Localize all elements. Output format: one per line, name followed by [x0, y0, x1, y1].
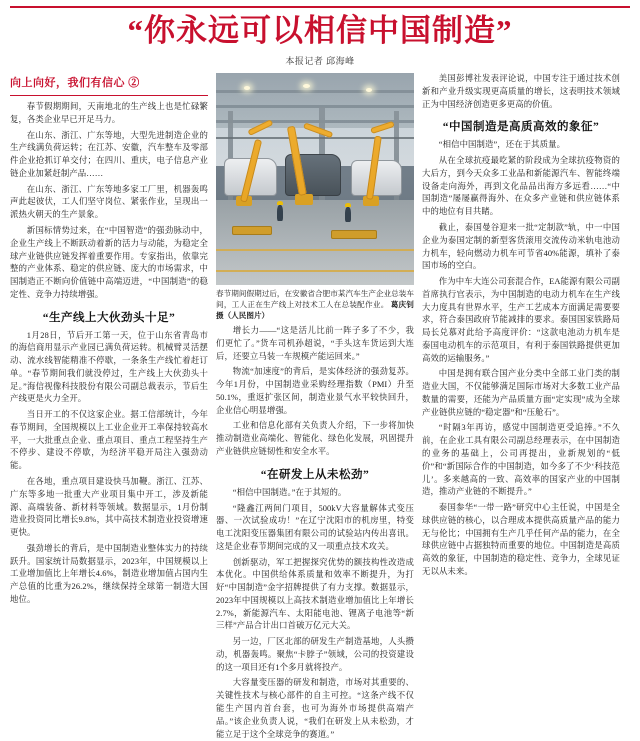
column-right: [422, 73, 620, 638]
paragraph: “时隔3年再访，感觉中国制造更受追捧。”不久前，在企业工具有限公司副总经理表示，在中国制造的业务的基础上，公司再提出，业新规划的“低价”和“新国际合作的中国制造，如今多了不少‘科技范儿’。多来越高的一致、高效率的国家产业的中国制造，推动产业链的不断提升。”: [422, 423, 620, 497]
paragraph: 从在全球抗疫最吃紧的阶段成为全球抗疫物资的大后方，到今天众多工业品和新能源汽车、智能终端设备走向海外，再到文化品品出海方多远看……“中国制造”屡屡赢得海外、在众多产业链和供应链体系中的地位有目共睹。: [422, 156, 620, 217]
paragraph: “相信中国制造。”在于其短的。: [232, 487, 347, 497]
series-tag: 向上向好，我们有信心 ②: [10, 77, 140, 90]
section-subhead: “中国制造是高质高效的象征”: [442, 121, 600, 134]
paragraph: 新国标情势过来，在“中国智造”的强劲脉动中，企业生产线上不断跃动着新的活力与动能，为稳定全球产业链供应链发挥着重要作用。专家指出，依靠完整的产业体系、稳定的供应链、庞大的市场需求，中国制造正不断向价值链中高端迈进，“中国制造”的稳定性、竞争力持续增强。: [10, 225, 208, 299]
paragraph: 1月28日，节后开工第一天，位于山东省青岛市的海信商用显示产业园已满负荷运转。机械臂灵活摆动、流水线智能精准不停歇，一条条生产线忙着赶订单。“春节期间我们就没停过，生产线上大伙劲头十足。”海信视像科技股份有限公司副总裁表示，节后生产线更是火力全开。: [10, 330, 208, 404]
paragraph: 强劲增长的背后，是中国制造业整体实力的持续跃升。国家统计局数据显示，2023年，中国规模以上工业增加值比上年增长4.6%，制造业增加值占国内生产总值的比重为26.2%，继续保持全球第一制造大国地位。: [10, 543, 208, 604]
top-rule: [10, 6, 630, 8]
caption-text: 春节期间假期过后，在安徽省合肥市某汽车生产企业总装车间，工人正在生产线上对技术工人在总装配作业。: [216, 289, 414, 310]
factory-photo: [216, 73, 414, 285]
column-middle: [216, 73, 414, 739]
paragraph: 另一边，厂区北部的研发生产制造基地，人头攒动，机器轰鸣。聚焦“卡脖子”领域，公司的投资建设的这一项目还有1个多月就将投产。: [216, 637, 414, 672]
paragraph: 美国彭博社发表评论说，中国专注于通过技术创新和产业升级实现更高质量的增长，这表明技术领域正为中国经济创造更多更高的价值。: [422, 74, 620, 109]
paragraph: 在山东、浙江、广东等地，大型先进制造企业的生产线满负荷运转；在江苏、安徽，汽车整车及零部件企业抢抓订单交付；在四川、重庆，电子信息产业链企业加紧赶制产品……: [10, 130, 208, 178]
paragraph: 截止，泰国曼谷迎来一批“定制款”轨，中一中国企业为泰国定制的新型客货滚用交流传动米轨电池动力机车，轻向燃动力机车可节省40%能源，填补了泰国市场的空白。: [422, 222, 620, 271]
section-subhead: “在研发上从未松劲”: [260, 468, 370, 481]
paragraph: 在山东、浙江、广东等地多家工厂里，机器轰鸣声此起彼伏，工人们坚守岗位、紧张作业，呈现出一派热火朝天的生产景象。: [10, 184, 208, 220]
paragraph: 物流“加速度”的背后，是实体经济的强劲复苏。今年1月份，中国制造业采购经理指数（PMI）升至50.1%，重返扩张区间，制造业景气水平较快回升，企业信心明显增强。: [216, 367, 414, 415]
page-title: “你永远可以相信中国制造”: [127, 13, 513, 48]
paragraph: 增长力——“这是活儿比前一阵子多了不少，我们更忙了。”货车司机孙超说，“手头这车货运到大连后，还要立马装一车规模产能运回来。”: [216, 326, 414, 361]
photo-credit: 葛庆钊摄（人民图片）: [216, 300, 414, 321]
photo-figure: [216, 73, 414, 321]
article-columns: [10, 73, 630, 739]
column-left: [10, 73, 208, 638]
paragraph: “隆鑫江两间门项目，500kV大容量解体式变压器、一次试验成功！”在辽宁沈阳市的机房里，特变电工沈阳变压器集团有限公司的试验站内传出喜讯。这是企业春节期间完成的又一项重点技术攻关。: [216, 503, 414, 551]
paragraph: 泰国参华“一带一路”研究中心主任说，中国是全球供应链的核心，以合理成本提供高质量产品的能力无与伦比；中国拥有生产几乎任何产品的能力，在全球供应链中占据独特而重要的地位。中国制造是高质高效的象征，中国制造的稳定性、竞争力，全球见证无以从未来。: [422, 503, 620, 576]
photo-caption: [216, 288, 414, 321]
paragraph: 作为中车大连公司套混合作，EA能源有限公司副首席执行官表示，为中国制造的电动力机车在生产线大力度具有世界水平，生产工艺成本方面满足需要要求，符合泰国政府节能减排的要求。泰国国家铁路局局长兑慕对此给予高度评价：“这款电池动力机车是泰国电动机车的示范项目，有利于泰国铁路提供更加高效的运输服务。”: [422, 277, 620, 363]
paragraph: 工业和信息化部有关负责人介绍，下一步将加快推动制造业高端化、智能化、绿色化发展，巩固提升产业链供应链韧性和安全水平。: [216, 421, 414, 456]
paragraph: 大容量变压器的研发和制造，市场对其重要的、关键性技术与核心部件的自主可控。“这条产线不仅能生产国内首台套，也可为海外市场提供高端产品。”该企业负责人说，“我们在研发上从未松劲，才能立足于这个全球竞争的赛道。”: [216, 678, 414, 739]
paragraph: 中国是拥有联合国产业分类中全部工业门类的制造业大国，不仅能够满足国际市场对大多数工业产品数量的需要，还能为产品质量方面“定实现”成为全球产业链供应链的“稳定器”和“压舱石”。: [422, 369, 620, 417]
paragraph: 创新驱动，军工把握探究优势的额技构性改造成本优化。中国供给体系质量和效率不断提升，为打好“中国制造”金字招牌提供了有力支撑。数据显示，2023年中国规模以上高技术制造业增加值比上年增长2.7%，新能源汽车、太阳能电池、锂离子电池等“新三样”产品合计出口首破万亿元大关。: [216, 557, 414, 631]
paragraph: 春节假期期间，天南地北的生产线上也是忙碌繁复，各类企业早已开足马力。: [10, 102, 208, 124]
section-subhead: “生产线上大伙劲头十足”: [42, 311, 176, 324]
photo-overlay: [216, 73, 414, 285]
paragraph: 当日开工的不仅这家企业。据工信部统计，今年春节期间，全国规模以上工业企业开工率保持较高水平，一大批重点企业、重点项目、重点工程坚持生产不停步、建设不停歇，为经济平稳开局注入强劲动能。: [10, 410, 208, 471]
paragraph: “相信中国制造”，还在于其质量。: [438, 140, 566, 150]
byline: 本报记者 邱海峰: [285, 56, 355, 67]
paragraph: 在各地，重点项目建设快马加鞭。浙江、江苏、广东等多地一批重大产业项目集中开工，涉及新能源、高端装备、新材料等领域。数据显示，1月份制造业投资同比增长9.8%，其中高技术制造业投资增速更快。: [10, 477, 208, 538]
series-rule: [10, 95, 208, 96]
